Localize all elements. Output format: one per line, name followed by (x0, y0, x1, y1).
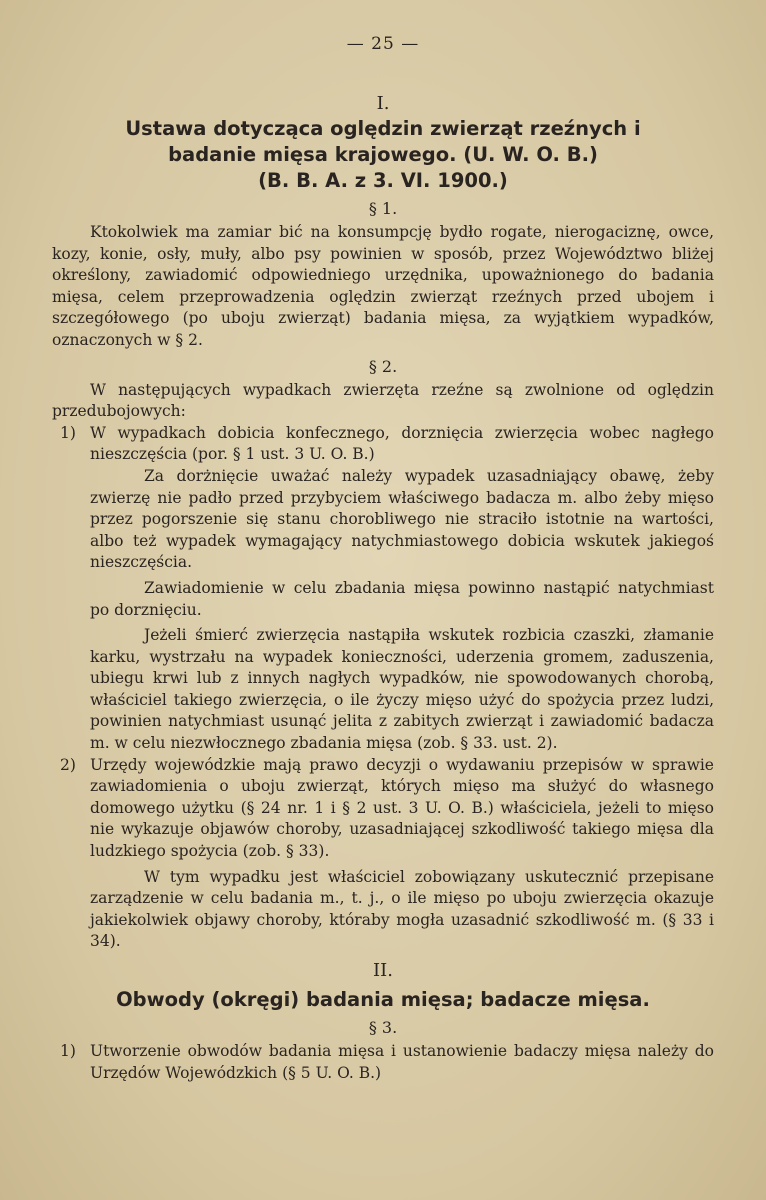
list-item (52, 423, 714, 755)
list-item (52, 1041, 714, 1084)
paragraph-sign: § 2. (368, 356, 398, 376)
list-item-subparagraph: W tym wypadku jest właściciel zobowiązany uskutecznić przepisane zarządzenie w celu badania m., t. j., o ile mięso po uboju zwierzęcia okazuje jakiekolwiek objawy choroby, któraby mogła uzasadnić szkodliwość m. (§ 33 i 34). (90, 867, 714, 951)
paragraph-sign: § 3. (368, 1018, 398, 1037)
list-item-subparagraph: Zawiadomienie w celu zbadania mięsa powinno nastąpić natychmiast po dorznięciu. (90, 578, 714, 619)
section-title (52, 116, 714, 194)
section-title-line: Ustawa dotycząca oględzin zwierząt rzeźnych i (125, 117, 641, 140)
section-numeral: II. (373, 960, 393, 981)
section-title-line: (B. B. A. z 3. VI. 1900.) (258, 169, 508, 192)
page-number: — 25 — (346, 34, 420, 54)
list-item-text: Utworzenie obwodów badania mięsa i ustanowienie badaczy mięsa należy do Urzędów Wojewódzkich (§ 5 U. O. B.) (90, 1042, 714, 1082)
section-title: Obwody (okręgi) badania mięsa; badacze mięsa. (116, 988, 650, 1011)
paragraph-text: W następujących wypadkach zwierzęta rzeźne są zwolnione od oględzin przedubojowych: (52, 380, 714, 421)
paragraph-text: Ktokolwiek ma zamiar bić na konsumpcję bydło rogate, nierogaciznę, owce, kozy, konie, osły, muły, albo psy powinien w sposób, przez Województwo bliżej określony, zawiadomić odpowiedniego urzędnika, upoważnionego do badania mięsa, celem przeprowadzenia oględzin zwierząt rzeźnych przed ubojem i szczegółowego (po uboju zwierząt) badania mięsa, za wyjątkiem wypadków, oznaczonych w § 2. (52, 223, 714, 349)
list-item-text: Urzędy wojewódzkie mają prawo decyzji o wydawaniu przepisów w sprawie zawiadomienia o uboju zwierząt, których mięso ma służyć do własnego domowego użytku (§ 24 nr. 1 i § 2 ust. 3 U. O. B.) właściciela, jeżeli to mięso nie wykazuje objawów choroby, uzasadniającej szkodliwość takiego mięsa dla ludzkiego spożycia (zob. § 33). (90, 755, 714, 861)
list-item-subparagraph: Za dorżnięcie uważać należy wypadek uzasadniający obawę, żeby zwierzę nie padło przed przybyciem właściwego badacza m. albo żeby mięso przez pogorszenie się stanu chorobliwego nie straciło istotnie na wartości, albo też wypadek wymagający natychmiastowego dobicia wskutek jakiegoś nieszczęścia. (90, 466, 714, 572)
list-item-subparagraph: Jeżeli śmierć zwierzęcia nastąpiła wskutek rozbicia czaszki, złamanie karku, wystrzału na wypadek konieczności, uderzenia gromem, zaduszenia, ubiegu krwi lub z innych nagłych wypadków, nie spowodowanych chorobą, właściciel takiego zwierzęcia, o ile życzy mięso użyć do spożycia przez ludzi, powinien natychmiast usunąć jelita z zabitych zwierząt i zawiadomić badacza m. w celu niezwłocznego zbadania mięsa (zob. § 33. ust. 2). (90, 626, 714, 753)
list-item-number: 2) (60, 755, 76, 774)
list-item-number: 1) (60, 1042, 76, 1060)
list-item (52, 755, 714, 953)
section-title-line: badanie mięsa krajowego. (U. W. O. B.) (168, 143, 598, 166)
list-item-number: 1) (60, 423, 76, 442)
list-item-text: W wypadkach dobicia konfecznego, dorznięcia zwierzęcia wobec nagłego nieszczęścia (por. § 1 ust. 3 U. O. B.) (90, 423, 714, 464)
section-numeral: I. (376, 93, 390, 114)
paragraph-sign: § 1. (368, 199, 398, 218)
